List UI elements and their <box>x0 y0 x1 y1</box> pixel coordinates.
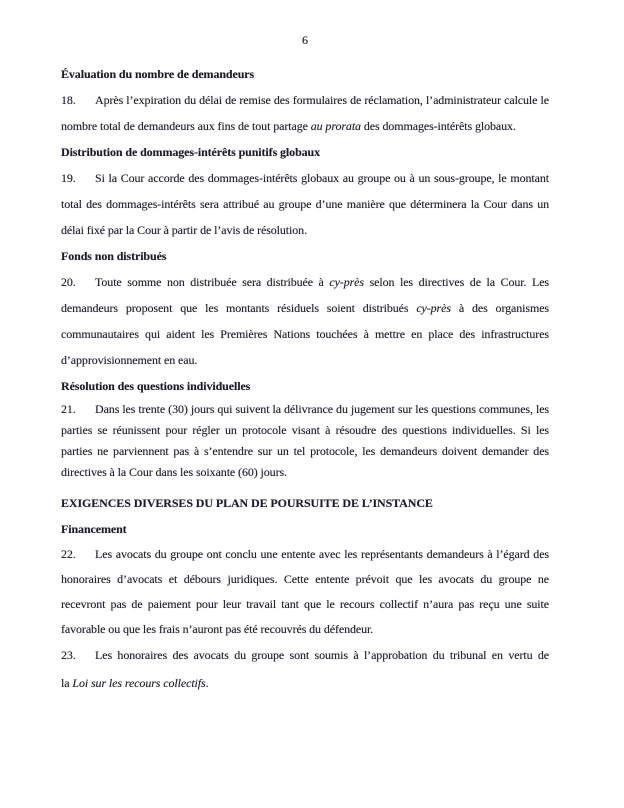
italic-law-title: Loi sur les recours collectifs <box>72 676 206 690</box>
paragraph-number: 18. <box>61 93 76 107</box>
paragraph-number: 21. <box>61 402 76 416</box>
paragraph-text: Si la Cour accorde des dommages-intérêts globaux au groupe ou à un sous-groupe, le montant total des dommages-intérêts sera attribué au groupe d’une manière que déterminera la Cour dans un délai fixé par la Cour à partir de l’avis de résolution. <box>61 171 549 237</box>
paragraph-23 <box>61 642 549 696</box>
paragraph-18 <box>61 87 549 139</box>
section-heading-evaluation: Évaluation du nombre de demandeurs <box>61 67 255 81</box>
italic-term: cy-près <box>329 275 364 289</box>
section-heading-fonds: Fonds non distribués <box>61 249 167 263</box>
paragraph-text: Après l’expiration du délai de remise des formulaires de réclamation, l’administrateur calcule le nombre total de demandeurs aux fins de tout partage <box>61 93 549 133</box>
paragraph-text: la <box>61 676 73 690</box>
italic-term: au prorata <box>310 119 361 133</box>
paragraph-text: . <box>205 676 209 690</box>
paragraph-line <box>61 642 549 668</box>
paragraph-text: Toute somme non distribuée sera distribuée à <box>95 275 330 289</box>
paragraph-21 <box>61 399 549 483</box>
italic-term: cy-près <box>416 301 451 315</box>
paragraph-22 <box>61 542 549 642</box>
paragraph-number: 19. <box>61 171 76 185</box>
paragraph-text: Dans les trente (30) jours qui suivent la délivrance du jugement sur les questions communes, les parties se réunissent pour régler un protocole visant à résoudre des questions individuelles. Si les parties ne parviennent pas à s’entendre sur un tel protocole, les demandeurs doivent demander des directives à la Cour dans les soixante (60) jours. <box>61 402 549 479</box>
paragraph-text: des dommages-intérêts globaux. <box>360 119 516 133</box>
paragraph-text: Les avocats du groupe ont conclu une entente avec les représentants demandeurs à l’égard des honoraires d’avocats et débours juridiques. Cette entente prévoit que les avocats du groupe ne recevront pas de paiement pour leur travail tant que le recours collectif n’aura pas reçu une suite favorable ou que les frais n’auront pas été recouvrés du défendeur. <box>61 547 549 636</box>
paragraph-20 <box>61 269 549 373</box>
paragraph-19 <box>61 165 549 243</box>
paragraph-line <box>61 670 549 696</box>
chapter-heading-exigences: EXIGENCES DIVERSES DU PLAN DE POURSUITE DE L’INSTANCE <box>61 496 433 510</box>
paragraph-text: Les honoraires des avocats du groupe sont soumis à l’approbation du tribunal en vertu de <box>95 648 549 662</box>
paragraph-text: selon les directives de la Cour. Les demandeurs proposent que les montants résiduels soient distribués <box>61 275 549 315</box>
subsection-heading-financement: Financement <box>61 522 127 536</box>
paragraph-number: 22. <box>61 547 76 561</box>
paragraph-number: 23. <box>61 648 76 662</box>
paragraph-number: 20. <box>61 275 76 289</box>
section-heading-distribution: Distribution de dommages-intérêts punitifs globaux <box>61 145 321 159</box>
paragraph-text: à des organismes communautaires qui aident les Premières Nations touchées à mettre en place des infrastructures d’approvisionnement en eau. <box>61 301 549 367</box>
section-heading-resolution: Résolution des questions individuelles <box>61 379 251 393</box>
page-number: 6 <box>302 33 308 47</box>
